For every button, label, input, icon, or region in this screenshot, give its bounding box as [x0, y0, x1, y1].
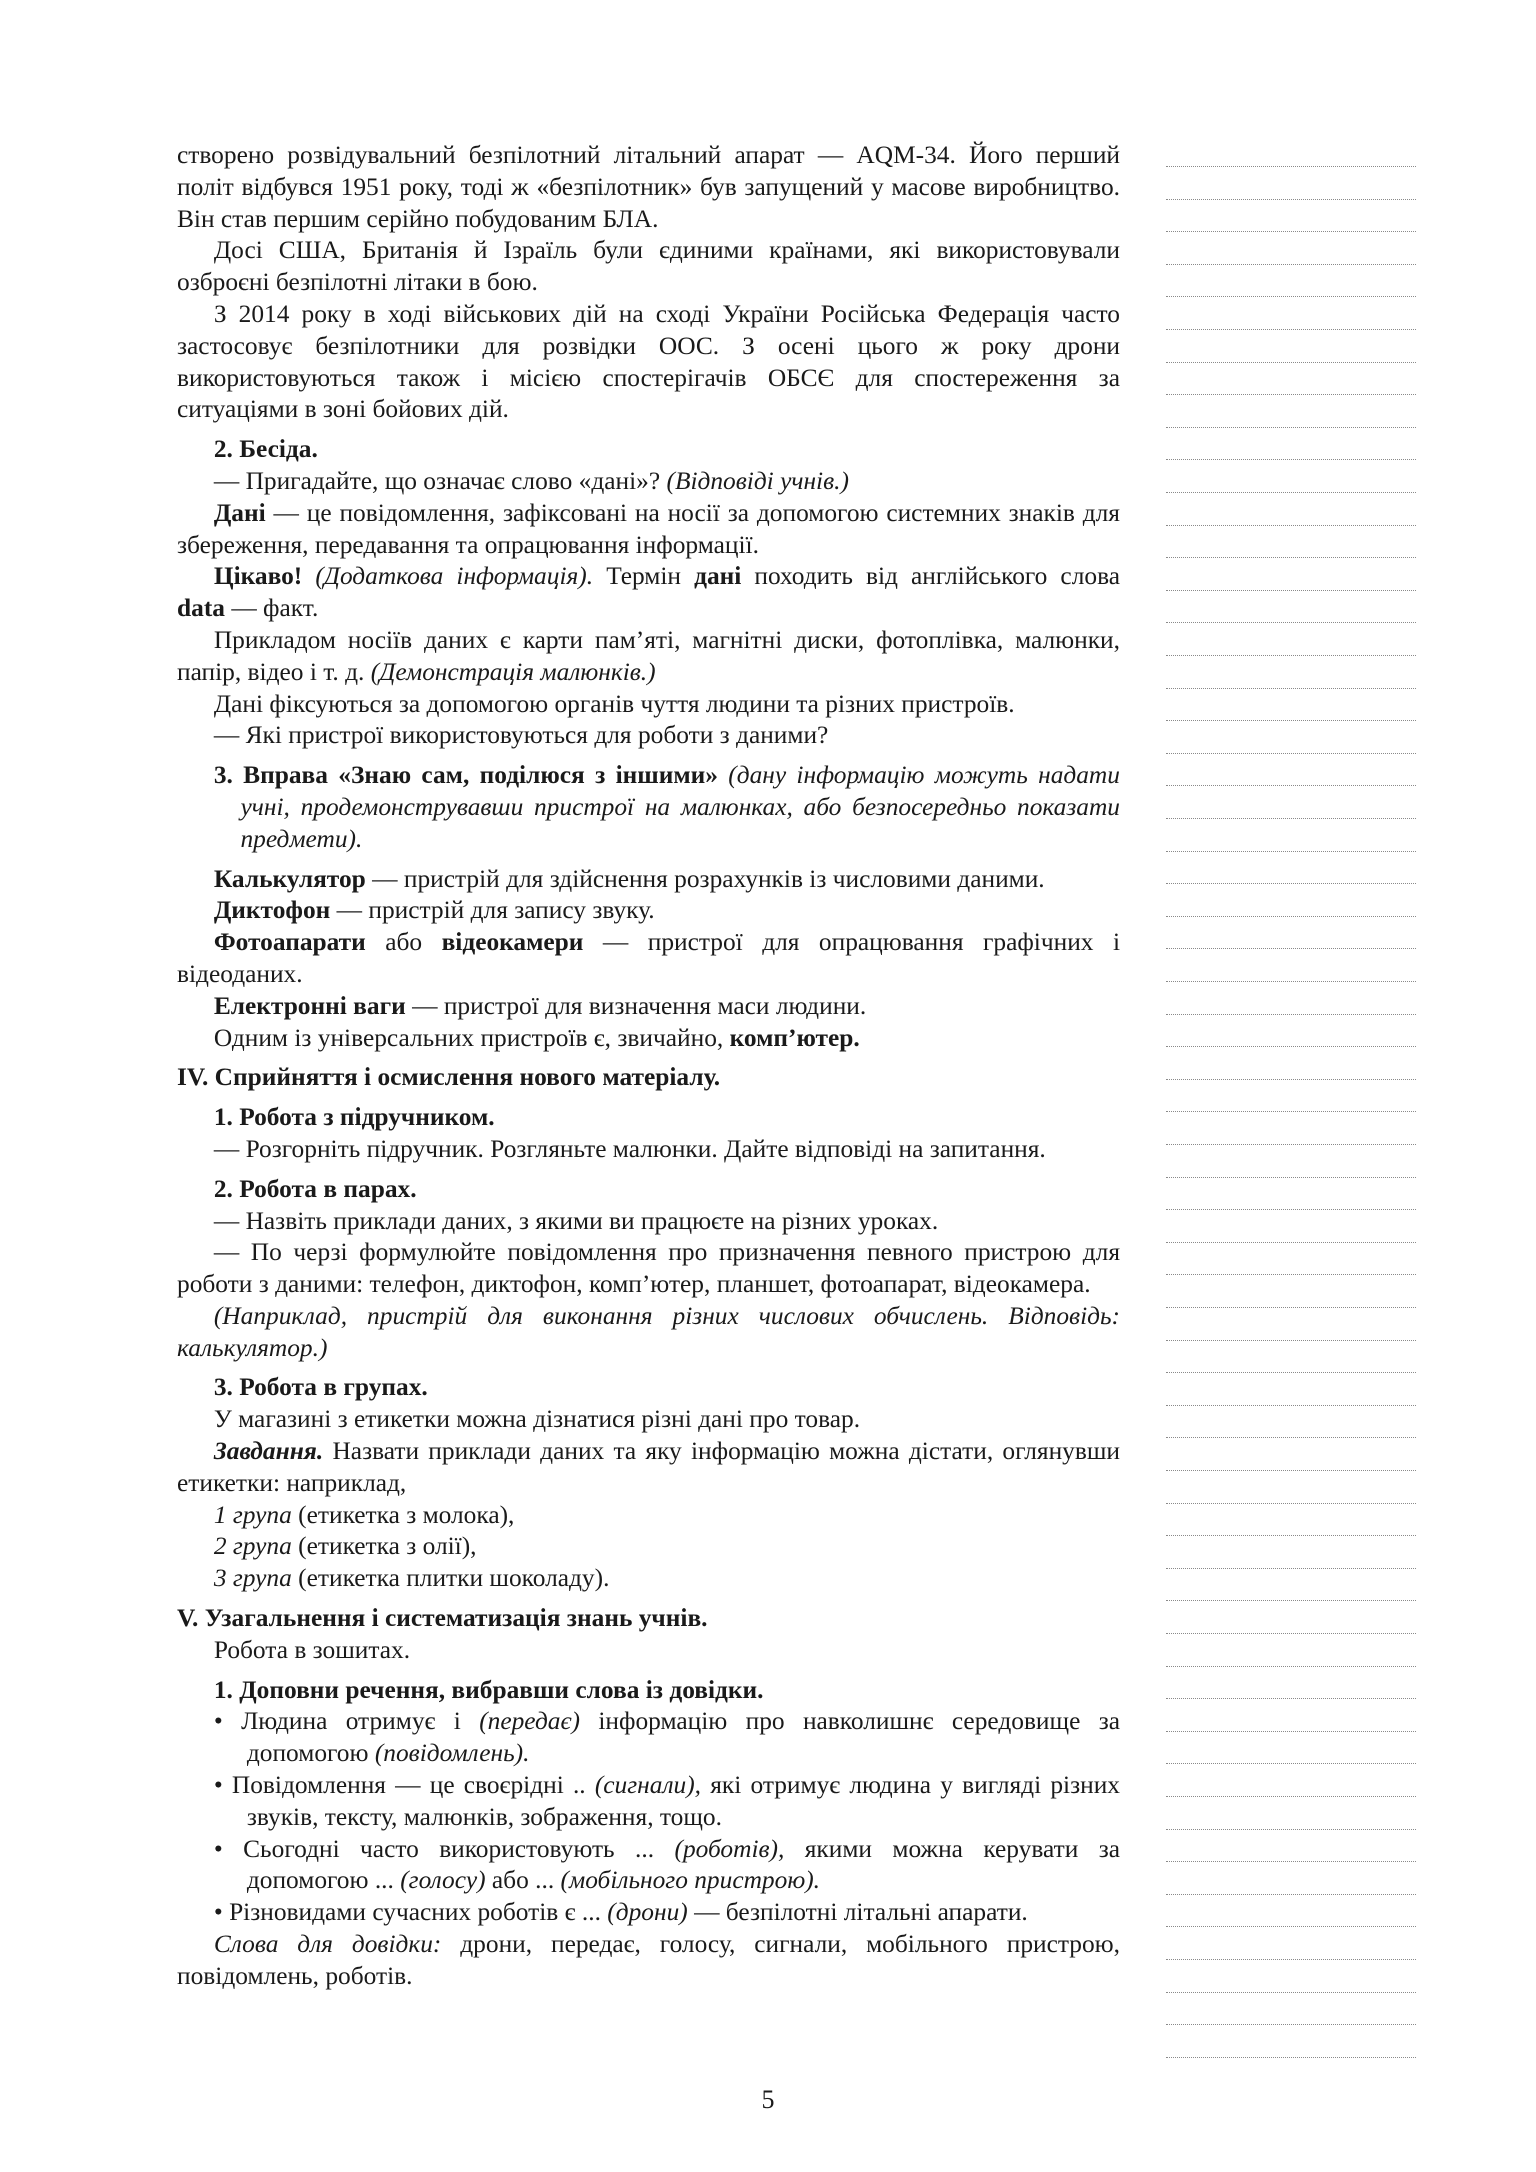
pair-work-question-1: — Назвіть приклади даних, з якими ви працюєте на різних уроках.: [213, 1206, 939, 1235]
device-cameras: Фотоапарати або відеокамери — пристрої для опрацювання графічних і відеоданих.: [177, 928, 1120, 988]
note-line: [1166, 1535, 1416, 1536]
note-line: [1166, 1568, 1416, 1569]
intro-paragraph-3: З 2014 року в ході військових дій на сході України Російська Федерація часто застосовує безпілотники для розвідки ООС. З осені цього ж року дрони використовуються також і місією спостерігачів ОБСЄ для спостереження за ситуаціями в зоні бойових дій.: [177, 299, 1120, 424]
note-line: [1166, 2057, 1416, 2058]
list-item: • Сьогодні часто використовують ... (роботів), якими можна керувати за допомогою ... (голосу) або ... (мобільного пристрою).: [213, 1834, 1120, 1895]
exercise-know-share: 3. Вправа «Знаю сам, поділюся з іншими» (дану інформацію можуть надати учні, продемонструвавши пристрої на малюнках, або безпосередньо показати предмети).: [213, 761, 1120, 853]
group-1: 1 група (етикетка з молока),: [213, 1500, 515, 1529]
device-calculator: Калькулятор — пристрій для здійснення розрахунків із числовими даними.: [213, 864, 1045, 893]
note-line: [1166, 753, 1416, 754]
pair-work-title: 2. Робота в парах.: [213, 1174, 417, 1203]
pair-work-example: (Наприклад, пристрій для виконання різних числових обчислень. Відповідь: калькулятор.): [177, 1301, 1120, 1362]
list-item: • Повідомлення — це своєрідні .. (сигнали), які отримує людина у вигляді різних звуків, тексту, малюнків, зображення, тощо.: [213, 1771, 1120, 1831]
interesting-fact: Цікаво! (Додаткова інформація). Термін дані походить від англійського слова data — факт.: [177, 562, 1120, 623]
note-line: [1166, 1861, 1416, 1862]
note-line: [1166, 1437, 1416, 1438]
textbook-work-text: — Розгорніть підручник. Розгляньте малюнки. Дайте відповіді на запитання.: [213, 1134, 1046, 1163]
note-line: [1166, 492, 1416, 493]
fill-sentences-title: 1. Доповни речення, вибравши слова із довідки.: [213, 1675, 764, 1704]
note-line: [1166, 231, 1416, 232]
note-line: [1166, 622, 1416, 623]
conversation-question-2: — Які пристрої використовуються для роботи з даними?: [213, 721, 829, 750]
note-line: [1166, 1829, 1416, 1830]
note-line: [1166, 720, 1416, 721]
note-line: [1166, 525, 1416, 526]
note-line: [1166, 199, 1416, 200]
note-line: [1166, 1405, 1416, 1406]
section-iv-heading: IV. Сприйняття і осмислення нового матеріалу.: [177, 1063, 721, 1092]
note-line: [1166, 1470, 1416, 1471]
note-line: [1166, 1959, 1416, 1960]
note-line: [1166, 1600, 1416, 1601]
list-item: • Різновидами сучасних роботів є ... (дрони) — безпілотні літальні апарати.: [213, 1898, 1028, 1927]
data-senses: Дані фіксуються за допомогою органів чуття людини та різних пристроїв.: [213, 689, 1015, 718]
note-line: [1166, 1079, 1416, 1080]
note-line: [1166, 883, 1416, 884]
note-line: [1166, 362, 1416, 363]
note-line: [1166, 1698, 1416, 1699]
data-definition: Дані — це повідомлення, зафіксовані на носії за допомогою системних знаків для збереження, передавання та опрацювання інформації.: [177, 498, 1120, 559]
note-line: [1166, 296, 1416, 297]
note-line: [1166, 851, 1416, 852]
note-line: [1166, 1796, 1416, 1797]
note-line: [1166, 1763, 1416, 1764]
group-work-title: 3. Робота в групах.: [213, 1373, 428, 1402]
note-line: [1166, 785, 1416, 786]
note-line: [1166, 1014, 1416, 1015]
note-line: [1166, 1340, 1416, 1341]
note-line: [1166, 1209, 1416, 1210]
device-scales: Електронні ваги — пристрої для визначення маси людини.: [213, 991, 867, 1020]
group-work-text: У магазині з етикетки можна дізнатися різні дані про товар.: [213, 1405, 861, 1434]
note-line: [1166, 916, 1416, 917]
notebook-work: Робота в зошитах.: [213, 1635, 411, 1664]
data-media-examples: Прикладом носіїв даних є карти пам’яті, магнітні диски, фотоплівка, малюнки, папір, відео і т. д. (Демонстрація малюнків.): [177, 625, 1120, 686]
note-line: [1166, 818, 1416, 819]
note-line: [1166, 688, 1416, 689]
group-work-task: Завдання. Назвати приклади даних та яку інформацію можна дістати, оглянувши етикетки: наприклад,: [177, 1437, 1120, 1497]
section-v-heading: V. Узагальнення і систематизація знань учнів.: [177, 1604, 708, 1633]
note-line: [1166, 1046, 1416, 1047]
sentence-list: [177, 1706, 1120, 1929]
group-3: 3 група (етикетка плитки шоколаду).: [213, 1564, 610, 1593]
note-line: [1166, 1503, 1416, 1504]
note-line: [1166, 557, 1416, 558]
group-2: 2 група (етикетка з олії),: [213, 1532, 477, 1561]
note-line: [1166, 1992, 1416, 1993]
page-content: [177, 140, 1120, 1993]
note-line: [1166, 1926, 1416, 1927]
note-line: [1166, 1666, 1416, 1667]
note-line: [1166, 981, 1416, 982]
note-line: [1166, 1274, 1416, 1275]
note-line: [1166, 427, 1416, 428]
textbook-work-title: 1. Робота з підручником.: [213, 1103, 495, 1132]
note-line: [1166, 264, 1416, 265]
note-line: [1166, 1633, 1416, 1634]
note-line: [1166, 590, 1416, 591]
device-universal: Одним із універсальних пристроїв є, звичайно, комп’ютер.: [213, 1023, 860, 1052]
conversation-question-1: — Пригадайте, що означає слово «дані»? (Відповіді учнів.): [213, 466, 849, 495]
word-hint: Слова для довідки: дрони, передає, голосу, сигнали, мобільного пристрою, повідомлень, роботів.: [177, 1930, 1120, 1990]
page-number: 5: [761, 2085, 775, 2114]
note-line: [1166, 1242, 1416, 1243]
note-line: [1166, 1307, 1416, 1308]
section-conversation-title: 2. Бесіда.: [213, 435, 318, 464]
pair-work-question-2: — По черзі формулюйте повідомлення про призначення певного пристрою для роботи з даними: телефон, диктофон, комп’ютер, планшет, фотоапарат, відеокамера.: [177, 1238, 1120, 1299]
note-line: [1166, 394, 1416, 395]
note-line: [1166, 329, 1416, 330]
note-line: [1166, 1372, 1416, 1373]
device-dictaphone: Диктофон — пристрій для запису звуку.: [213, 896, 655, 925]
list-item: • Людина отримує і (передає) інформацію про навколишнє середовище за допомогою (повідомлень).: [213, 1707, 1120, 1768]
note-line: [1166, 459, 1416, 460]
note-line: [1166, 166, 1416, 167]
intro-paragraph-2: Досі США, Британія й Ізраїль були єдиними країнами, які використовували озброєні безпілотні літаки в бою.: [177, 236, 1120, 297]
note-line: [1166, 1177, 1416, 1178]
intro-paragraph-1: створено розвідувальний безпілотний літальний апарат — AQM-34. Його перший політ відбувся 1951 року, тоді ж «безпілотник» був запущений у масове виробництво. Він став першим серійно побудованим БЛА.: [177, 141, 1120, 233]
note-line: [1166, 1731, 1416, 1732]
note-line: [1166, 948, 1416, 949]
note-line: [1166, 2024, 1416, 2025]
note-line: [1166, 1144, 1416, 1145]
note-line: [1166, 1111, 1416, 1112]
note-line: [1166, 655, 1416, 656]
note-line: [1166, 1894, 1416, 1895]
